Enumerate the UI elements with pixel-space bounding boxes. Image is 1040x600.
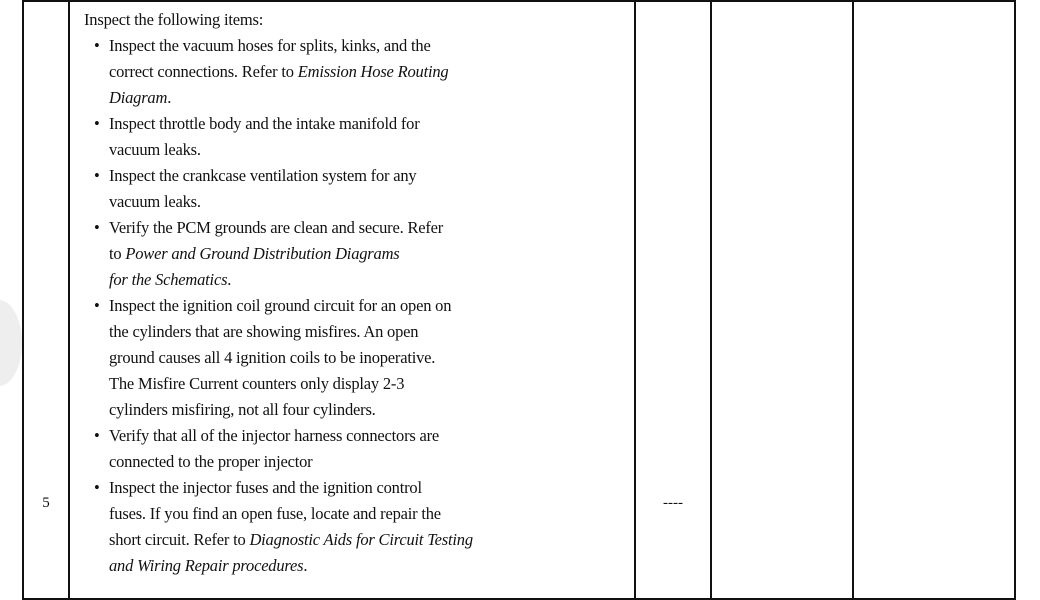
item-line	[109, 553, 630, 579]
bullet-glyph: •	[94, 218, 100, 237]
item-text: Inspect the ignition coil ground circuit for an open on	[109, 296, 452, 315]
item-line	[109, 319, 630, 345]
inspection-list	[84, 33, 630, 579]
action-content	[70, 2, 634, 579]
item-line	[109, 215, 630, 241]
item-line	[109, 267, 630, 293]
reference-text: Diagnostic Aids for Circuit Testing	[249, 530, 473, 549]
bullet-glyph: •	[94, 296, 100, 315]
item-text: vacuum leaks.	[109, 140, 201, 159]
item-line	[109, 423, 630, 449]
list-item	[84, 475, 630, 579]
value-cell	[635, 1, 711, 599]
item-line	[109, 241, 630, 267]
item-line	[109, 137, 630, 163]
item-line	[109, 397, 630, 423]
item-text: the cylinders that are showing misfires. An open	[109, 322, 419, 341]
item-text: Inspect the injector fuses and the ignition control	[109, 478, 422, 497]
reference-text: Diagram	[109, 88, 168, 107]
action-cell	[69, 1, 635, 599]
item-line	[109, 163, 630, 189]
reference-text: for the Schematics	[109, 270, 228, 289]
item-line	[109, 475, 630, 501]
no-cell	[853, 1, 1015, 599]
bullet-glyph: •	[94, 166, 100, 185]
bullet-glyph: •	[94, 36, 100, 55]
list-item	[84, 293, 630, 423]
list-item	[84, 111, 630, 163]
item-line	[109, 111, 630, 137]
item-text: to	[109, 244, 126, 263]
item-text: connected to the proper injector	[109, 452, 313, 471]
item-line	[109, 345, 630, 371]
step-cell	[23, 1, 69, 599]
item-line	[109, 371, 630, 397]
item-line	[109, 85, 630, 111]
item-text: short circuit. Refer to	[109, 530, 250, 549]
yes-cell	[711, 1, 853, 599]
reference-text: and Wiring Repair procedures	[109, 556, 304, 575]
step-number: 5	[42, 495, 50, 511]
item-text: correct connections. Refer to	[109, 62, 298, 81]
bullet-glyph: •	[94, 478, 100, 497]
reference-text: Power and Ground Distribution Diagrams	[125, 244, 400, 263]
item-text: vacuum leaks.	[109, 192, 201, 211]
diagnostic-table	[22, 0, 1016, 600]
item-text: .	[303, 556, 308, 575]
reference-text: Emission Hose Routing	[297, 62, 449, 81]
item-text: .	[227, 270, 232, 289]
action-intro: Inspect the following items:	[84, 10, 264, 29]
list-item	[84, 163, 630, 215]
item-line	[109, 449, 630, 475]
item-text: .	[167, 88, 172, 107]
item-text: Inspect throttle body and the intake manifold for	[109, 114, 420, 133]
value-text: ----	[663, 495, 683, 511]
item-text: fuses. If you find an open fuse, locate and repair the	[109, 504, 441, 523]
bullet-glyph: •	[94, 426, 100, 445]
item-text: Inspect the vacuum hoses for splits, kinks, and the	[109, 36, 431, 55]
item-line	[109, 527, 630, 553]
item-line	[109, 59, 630, 85]
item-text: Inspect the crankcase ventilation system for any	[109, 166, 417, 185]
table-row	[23, 1, 1015, 599]
item-line	[109, 189, 630, 215]
list-item	[84, 423, 630, 475]
diagnostic-table-wrapper	[22, 0, 1006, 587]
item-text: cylinders misfiring, not all four cylinders.	[109, 400, 376, 419]
list-item	[84, 33, 630, 111]
item-text: Verify that all of the injector harness connectors are	[109, 426, 440, 445]
item-line	[109, 501, 630, 527]
bullet-glyph: •	[94, 114, 100, 133]
item-text: Verify the PCM grounds are clean and secure. Refer	[109, 218, 444, 237]
left-edge-shadow	[0, 300, 22, 386]
item-text: The Misfire Current counters only display 2-3	[109, 374, 405, 393]
item-text: ground causes all 4 ignition coils to be inoperative.	[109, 348, 436, 367]
item-line	[109, 293, 630, 319]
item-line	[109, 33, 630, 59]
list-item	[84, 215, 630, 293]
